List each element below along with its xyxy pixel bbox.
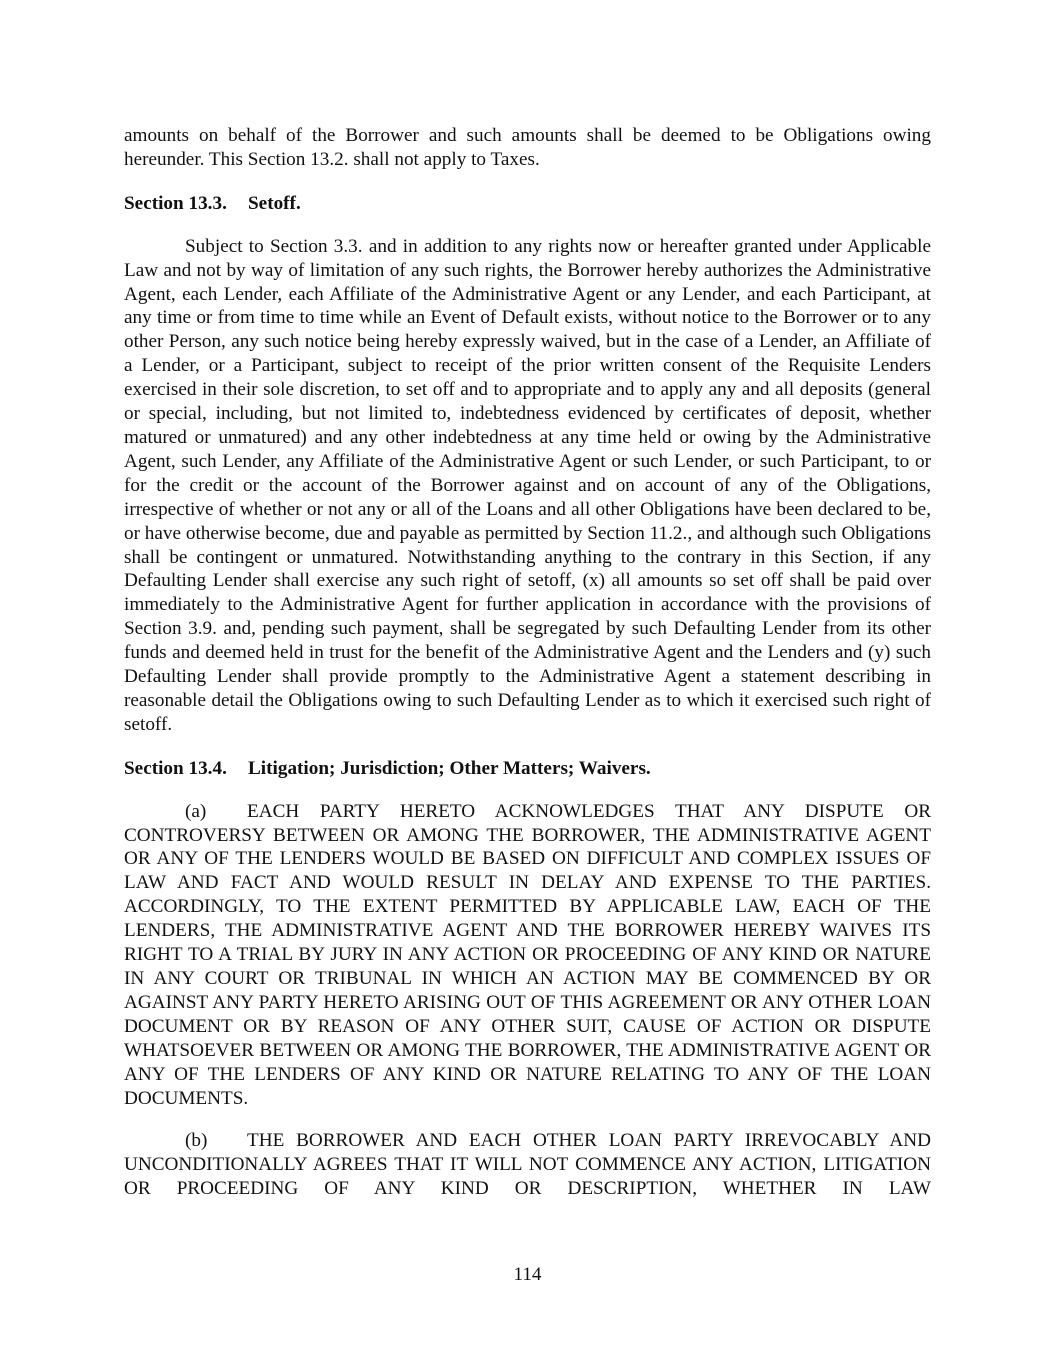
section-13-3-title: Setoff. [248, 192, 301, 214]
section-13-4-number: Section 13.4. [124, 757, 227, 779]
clause-a-label: (a) [185, 800, 207, 822]
opening-paragraph: amounts on behalf of the Borrower and such amounts shall be deemed to be Obligations owing hereunder. This Section 13.2. shall not apply to Taxes. [124, 125, 931, 170]
section-13-4-heading [124, 757, 931, 781]
section-13-3-body: Subject to Section 3.3. and in addition to any rights now or hereafter granted under Applicable Law and not by way of limitation of any such rights, the Borrower hereby authorizes the Administrative Agent, each Lender, each Affiliate of the Administrative Agent or any Lender, and each Participant, at any time or from time to time while an Event of Default exists, without notice to the Borrower or to any other Person, any such notice being hereby expressly waived, but in the case of a Lender, an Affiliate of a Lender, or a Participant, subject to receipt of the prior written consent of the Requisite Lenders exercised in their sole discretion, to set off and to appropriate and to apply any and all deposits (general or special, including, but not limited to, indebtedness evidenced by certificates of deposit, whether matured or unmatured) and any other indebtedness at any time held or owing by the Administrative Agent, such Lender, any Affiliate of the Administrative Agent or such Lender, or such Participant, to or for the credit or the account of the Borrower against and on account of any of the Obligations, irrespective of whether or not any or all of the Loans and all other Obligations have been declared to be, or have otherwise become, due and payable as permitted by Section 11.2., and although such Obligations shall be contingent or unmatured. Notwithstanding anything to the contrary in this Section, if any Defaulting Lender shall exercise any such right of setoff, (x) all amounts so set off shall be paid over immediately to the Administrative Agent for further application in accordance with the provisions of Section 3.9. and, pending such payment, shall be segregated by such Defaulting Lender from its other funds and deemed held in trust for the benefit of the Administrative Agent and the Lenders and (y) such Defaulting Lender shall provide promptly to the Administrative Agent a statement describing in reasonable detail the Obligations owing to such Defaulting Lender as to which it exercised such right of setoff. [124, 235, 931, 735]
clause-b-label: (b) [185, 1130, 208, 1152]
clause-a-paragraph [124, 800, 931, 1111]
page-number: 114 [513, 1264, 542, 1285]
section-13-4-title: Litigation; Jurisdiction; Other Matters; Waivers. [248, 757, 651, 779]
document-page [124, 124, 931, 1201]
section-13-3-heading [124, 192, 931, 216]
section-13-3-number: Section 13.3. [124, 192, 227, 214]
clause-a-text: EACH PARTY HERETO ACKNOWLEDGES THAT ANY DISPUTE OR CONTROVERSY BETWEEN OR AMONG THE BORROWER, THE ADMINISTRATIVE AGENT OR ANY OF THE LENDERS WOULD BE BASED ON DIFFICULT AND COMPLEX ISSUES OF LAW AND FACT AND WOULD RESULT IN DELAY AND EXPENSE TO THE PARTIES. ACCORDINGLY, TO THE EXTENT PERMITTED BY APPLICABLE LAW, EACH OF THE LENDERS, THE ADMINISTRATIVE AGENT AND THE BORROWER HEREBY WAIVES ITS RIGHT TO A TRIAL BY JURY IN ANY ACTION OR PROCEEDING OF ANY KIND OR NATURE IN ANY COURT OR TRIBUNAL IN WHICH AN ACTION MAY BE COMMENCED BY OR AGAINST ANY PARTY HERETO ARISING OUT OF THIS AGREEMENT OR ANY OTHER LOAN DOCUMENT OR BY REASON OF ANY OTHER SUIT, CAUSE OF ACTION OR DISPUTE WHATSOEVER BETWEEN OR AMONG THE BORROWER, THE ADMINISTRATIVE AGENT OR ANY OF THE LENDERS OF ANY KIND OR NATURE RELATING TO ANY OF THE LOAN DOCUMENTS. [124, 800, 931, 1109]
clause-b-text: THE BORROWER AND EACH OTHER LOAN PARTY IRREVOCABLY AND UNCONDITIONALLY AGREES THAT IT WILL NOT COMMENCE ANY ACTION, LITIGATION OR PROCEEDING OF ANY KIND OR DESCRIPTION, WHETHER IN LAW [124, 1130, 931, 1200]
clause-b-paragraph [124, 1129, 931, 1201]
